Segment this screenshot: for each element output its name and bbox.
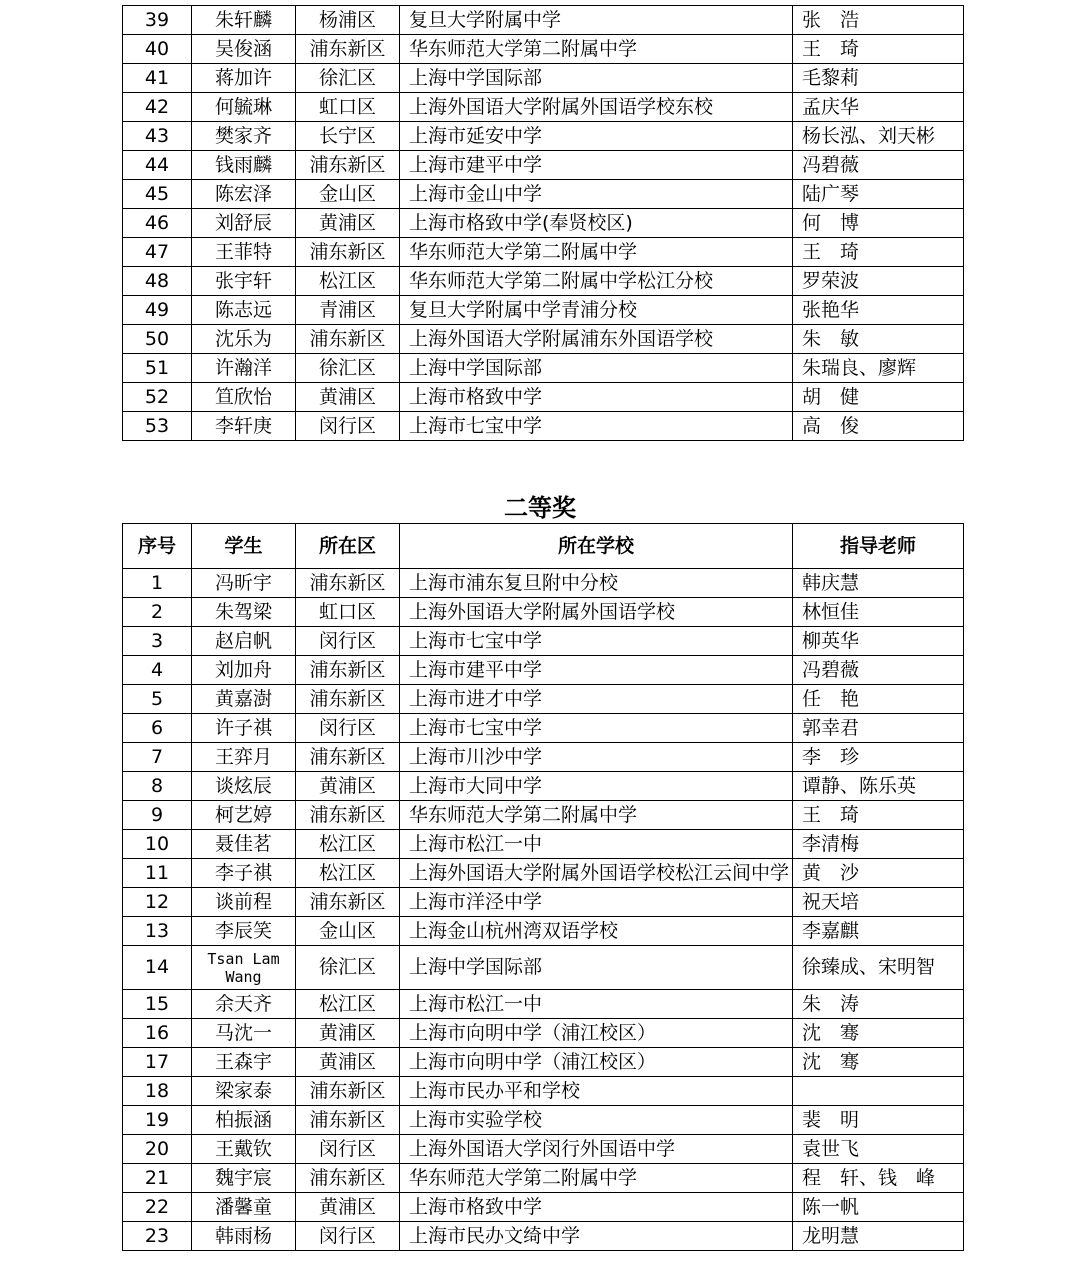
school-name: 上海金山杭州湾双语学校 (400, 917, 793, 946)
school-name: 华东师范大学第二附属中学 (400, 238, 793, 267)
student-name: 朱轩麟 (192, 6, 296, 35)
school-name: 上海市向明中学（浦江校区） (400, 1019, 793, 1048)
table-row (123, 325, 964, 354)
table-row (123, 1164, 964, 1193)
student-name: 李轩庚 (192, 412, 296, 441)
table-row (123, 917, 964, 946)
school-name: 华东师范大学第二附属中学 (400, 801, 793, 830)
header-district: 所在区 (296, 524, 400, 569)
student-name: 王森宇 (192, 1048, 296, 1077)
student-name: 樊家齐 (192, 122, 296, 151)
school-name: 上海市格致中学(奉贤校区) (400, 209, 793, 238)
row-number: 22 (123, 1193, 192, 1222)
school-name: 上海市建平中学 (400, 656, 793, 685)
teacher-name: 王 琦 (793, 801, 964, 830)
district: 杨浦区 (296, 6, 400, 35)
school-name: 上海市民办平和学校 (400, 1077, 793, 1106)
district: 浦东新区 (296, 325, 400, 354)
student-name: 潘馨童 (192, 1193, 296, 1222)
teacher-name: 王 琦 (793, 238, 964, 267)
district: 黄浦区 (296, 383, 400, 412)
school-name: 上海市七宝中学 (400, 627, 793, 656)
teacher-name: 冯碧薇 (793, 656, 964, 685)
row-number: 1 (123, 569, 192, 598)
teacher-name: 罗荣波 (793, 267, 964, 296)
teacher-name: 徐臻成、宋明智 (793, 946, 964, 990)
district: 松江区 (296, 830, 400, 859)
school-name: 上海市洋泾中学 (400, 888, 793, 917)
student-name: 马沈一 (192, 1019, 296, 1048)
district: 浦东新区 (296, 35, 400, 64)
district: 闵行区 (296, 627, 400, 656)
row-number: 17 (123, 1048, 192, 1077)
row-number: 21 (123, 1164, 192, 1193)
teacher-name: 毛黎莉 (793, 64, 964, 93)
row-number: 14 (123, 946, 192, 990)
table-header-row (123, 524, 964, 569)
row-number: 40 (123, 35, 192, 64)
table-row (123, 598, 964, 627)
row-number: 13 (123, 917, 192, 946)
teacher-name: 谭静、陈乐英 (793, 772, 964, 801)
table-row (123, 743, 964, 772)
first-prize-table-continued (122, 5, 964, 441)
school-name: 上海市松江一中 (400, 830, 793, 859)
teacher-name: 程 轩、钱 峰 (793, 1164, 964, 1193)
row-number: 53 (123, 412, 192, 441)
student-name: 朱驾梁 (192, 598, 296, 627)
student-name: 笪欣怡 (192, 383, 296, 412)
student-name: 吴俊涵 (192, 35, 296, 64)
school-name: 上海市格致中学 (400, 1193, 793, 1222)
student-name: 陈志远 (192, 296, 296, 325)
second-prize-table-body (123, 569, 964, 1251)
student-name: 刘舒辰 (192, 209, 296, 238)
teacher-name: 张 浩 (793, 6, 964, 35)
district: 黄浦区 (296, 1048, 400, 1077)
school-name: 上海市建平中学 (400, 151, 793, 180)
school-name: 上海市向明中学（浦江校区） (400, 1048, 793, 1077)
table-row (123, 801, 964, 830)
teacher-name: 韩庆慧 (793, 569, 964, 598)
table-row (123, 1077, 964, 1106)
row-number: 19 (123, 1106, 192, 1135)
row-number: 18 (123, 1077, 192, 1106)
row-number: 42 (123, 93, 192, 122)
student-name: 柯艺婷 (192, 801, 296, 830)
district: 浦东新区 (296, 1106, 400, 1135)
district: 虹口区 (296, 598, 400, 627)
row-number: 47 (123, 238, 192, 267)
school-name: 复旦大学附属中学 (400, 6, 793, 35)
district: 闵行区 (296, 1135, 400, 1164)
table-row (123, 627, 964, 656)
student-name: 刘加舟 (192, 656, 296, 685)
school-name: 上海市进才中学 (400, 685, 793, 714)
student-name: 聂佳茗 (192, 830, 296, 859)
school-name: 上海市延安中学 (400, 122, 793, 151)
district: 浦东新区 (296, 1077, 400, 1106)
school-name: 上海市松江一中 (400, 990, 793, 1019)
teacher-name: 王 琦 (793, 35, 964, 64)
second-prize-table (122, 523, 964, 1251)
table-row (123, 569, 964, 598)
table-row (123, 383, 964, 412)
teacher-name: 何 博 (793, 209, 964, 238)
table-row (123, 990, 964, 1019)
district: 闵行区 (296, 714, 400, 743)
header-teacher: 指导老师 (793, 524, 964, 569)
district: 闵行区 (296, 1222, 400, 1251)
district: 浦东新区 (296, 685, 400, 714)
row-number: 4 (123, 656, 192, 685)
table-row (123, 6, 964, 35)
student-name: 张宇轩 (192, 267, 296, 296)
teacher-name: 胡 健 (793, 383, 964, 412)
teacher-name: 陆广琴 (793, 180, 964, 209)
school-name: 复旦大学附属中学青浦分校 (400, 296, 793, 325)
table-row (123, 151, 964, 180)
table-row (123, 1019, 964, 1048)
table-row (123, 354, 964, 383)
district: 松江区 (296, 267, 400, 296)
school-name: 上海市实验学校 (400, 1106, 793, 1135)
teacher-name: 沈 骞 (793, 1019, 964, 1048)
header-no: 序号 (123, 524, 192, 569)
table-row (123, 209, 964, 238)
school-name: 华东师范大学第二附属中学松江分校 (400, 267, 793, 296)
row-number: 50 (123, 325, 192, 354)
row-number: 51 (123, 354, 192, 383)
district: 浦东新区 (296, 1164, 400, 1193)
school-name: 华东师范大学第二附属中学 (400, 1164, 793, 1193)
student-name: 黄嘉澍 (192, 685, 296, 714)
teacher-name: 李嘉麒 (793, 917, 964, 946)
school-name: 上海市浦东复旦附中分校 (400, 569, 793, 598)
student-name: 柏振涵 (192, 1106, 296, 1135)
table-row (123, 296, 964, 325)
teacher-name: 朱瑞良、廖辉 (793, 354, 964, 383)
school-name: 上海外国语大学附属外国语学校松江云间中学 (400, 859, 793, 888)
student-name: 余天齐 (192, 990, 296, 1019)
row-number: 23 (123, 1222, 192, 1251)
student-name: 王弈月 (192, 743, 296, 772)
student-name: 许子祺 (192, 714, 296, 743)
district: 长宁区 (296, 122, 400, 151)
table-row (123, 1222, 964, 1251)
table-row (123, 1048, 964, 1077)
school-name: 上海中学国际部 (400, 946, 793, 990)
table-row (123, 267, 964, 296)
district: 浦东新区 (296, 801, 400, 830)
district: 虹口区 (296, 93, 400, 122)
student-name: 谈炫辰 (192, 772, 296, 801)
table-row (123, 122, 964, 151)
school-name: 上海市七宝中学 (400, 412, 793, 441)
district: 徐汇区 (296, 354, 400, 383)
table-row (123, 685, 964, 714)
district: 浦东新区 (296, 656, 400, 685)
row-number: 16 (123, 1019, 192, 1048)
teacher-name: 杨长泓、刘天彬 (793, 122, 964, 151)
row-number: 7 (123, 743, 192, 772)
school-name: 华东师范大学第二附属中学 (400, 35, 793, 64)
district: 黄浦区 (296, 209, 400, 238)
row-number: 49 (123, 296, 192, 325)
student-name: 王戴钦 (192, 1135, 296, 1164)
district: 黄浦区 (296, 772, 400, 801)
row-number: 6 (123, 714, 192, 743)
row-number: 9 (123, 801, 192, 830)
student-name: 许瀚洋 (192, 354, 296, 383)
first-prize-table-body (123, 6, 964, 441)
table-row (123, 656, 964, 685)
school-name: 上海外国语大学附属外国语学校东校 (400, 93, 793, 122)
teacher-name: 裴 明 (793, 1106, 964, 1135)
district: 徐汇区 (296, 64, 400, 93)
student-name: 何毓琳 (192, 93, 296, 122)
school-name: 上海中学国际部 (400, 64, 793, 93)
district: 松江区 (296, 990, 400, 1019)
teacher-name: 张艳华 (793, 296, 964, 325)
teacher-name: 李 珍 (793, 743, 964, 772)
teacher-name: 陈一帆 (793, 1193, 964, 1222)
student-name: 李子祺 (192, 859, 296, 888)
row-number: 46 (123, 209, 192, 238)
table-row (123, 1135, 964, 1164)
school-name: 上海市格致中学 (400, 383, 793, 412)
row-number: 5 (123, 685, 192, 714)
district: 徐汇区 (296, 946, 400, 990)
row-number: 12 (123, 888, 192, 917)
district: 松江区 (296, 859, 400, 888)
row-number: 20 (123, 1135, 192, 1164)
teacher-name: 沈 骞 (793, 1048, 964, 1077)
school-name: 上海市七宝中学 (400, 714, 793, 743)
teacher-name: 黄 沙 (793, 859, 964, 888)
table-row (123, 93, 964, 122)
school-name: 上海市民办文绮中学 (400, 1222, 793, 1251)
school-name: 上海市大同中学 (400, 772, 793, 801)
row-number: 15 (123, 990, 192, 1019)
teacher-name: 孟庆华 (793, 93, 964, 122)
table-row (123, 714, 964, 743)
row-number: 43 (123, 122, 192, 151)
row-number: 8 (123, 772, 192, 801)
school-name: 上海外国语大学闵行外国语中学 (400, 1135, 793, 1164)
second-prize-title: 二等奖 (504, 493, 576, 522)
row-number: 45 (123, 180, 192, 209)
school-name: 上海中学国际部 (400, 354, 793, 383)
teacher-name: 祝天培 (793, 888, 964, 917)
student-name: 李辰笑 (192, 917, 296, 946)
district: 闵行区 (296, 412, 400, 441)
school-name: 上海市川沙中学 (400, 743, 793, 772)
student-name: 王菲特 (192, 238, 296, 267)
school-name: 上海外国语大学附属浦东外国语学校 (400, 325, 793, 354)
student-name: 陈宏泽 (192, 180, 296, 209)
district: 浦东新区 (296, 888, 400, 917)
student-name: 钱雨麟 (192, 151, 296, 180)
district: 金山区 (296, 917, 400, 946)
teacher-name: 林恒佳 (793, 598, 964, 627)
teacher-name: 朱 涛 (793, 990, 964, 1019)
student-name: 赵启帆 (192, 627, 296, 656)
row-number: 39 (123, 6, 192, 35)
table-row (123, 1106, 964, 1135)
district: 浦东新区 (296, 151, 400, 180)
row-number: 44 (123, 151, 192, 180)
student-name: 谈前程 (192, 888, 296, 917)
teacher-name: 龙明慧 (793, 1222, 964, 1251)
row-number: 10 (123, 830, 192, 859)
teacher-name: 冯碧薇 (793, 151, 964, 180)
table-row (123, 772, 964, 801)
teacher-name: 郭幸君 (793, 714, 964, 743)
row-number: 48 (123, 267, 192, 296)
teacher-name: 李清梅 (793, 830, 964, 859)
table-row (123, 64, 964, 93)
teacher-name (793, 1077, 964, 1106)
district: 青浦区 (296, 296, 400, 325)
student-name: 梁家泰 (192, 1077, 296, 1106)
district: 浦东新区 (296, 743, 400, 772)
row-number: 2 (123, 598, 192, 627)
row-number: 52 (123, 383, 192, 412)
table-row (123, 946, 964, 990)
district: 黄浦区 (296, 1019, 400, 1048)
table-row (123, 238, 964, 267)
teacher-name: 高 俊 (793, 412, 964, 441)
student-name: 沈乐为 (192, 325, 296, 354)
district: 金山区 (296, 180, 400, 209)
table-row (123, 830, 964, 859)
row-number: 3 (123, 627, 192, 656)
header-school: 所在学校 (400, 524, 793, 569)
table-row (123, 35, 964, 64)
row-number: 11 (123, 859, 192, 888)
table-row (123, 180, 964, 209)
table-row (123, 1193, 964, 1222)
table-row (123, 412, 964, 441)
district: 黄浦区 (296, 1193, 400, 1222)
district: 浦东新区 (296, 238, 400, 267)
table-row (123, 888, 964, 917)
teacher-name: 朱 敏 (793, 325, 964, 354)
teacher-name: 袁世飞 (793, 1135, 964, 1164)
district: 浦东新区 (296, 569, 400, 598)
school-name: 上海市金山中学 (400, 180, 793, 209)
student-name: Tsan Lam Wang (192, 946, 296, 990)
header-student: 学生 (192, 524, 296, 569)
table-row (123, 859, 964, 888)
student-name: 冯昕宇 (192, 569, 296, 598)
row-number: 41 (123, 64, 192, 93)
student-name: 蒋加许 (192, 64, 296, 93)
student-name: 魏宇宸 (192, 1164, 296, 1193)
school-name: 上海外国语大学附属外国语学校 (400, 598, 793, 627)
student-name: 韩雨杨 (192, 1222, 296, 1251)
teacher-name: 任 艳 (793, 685, 964, 714)
teacher-name: 柳英华 (793, 627, 964, 656)
